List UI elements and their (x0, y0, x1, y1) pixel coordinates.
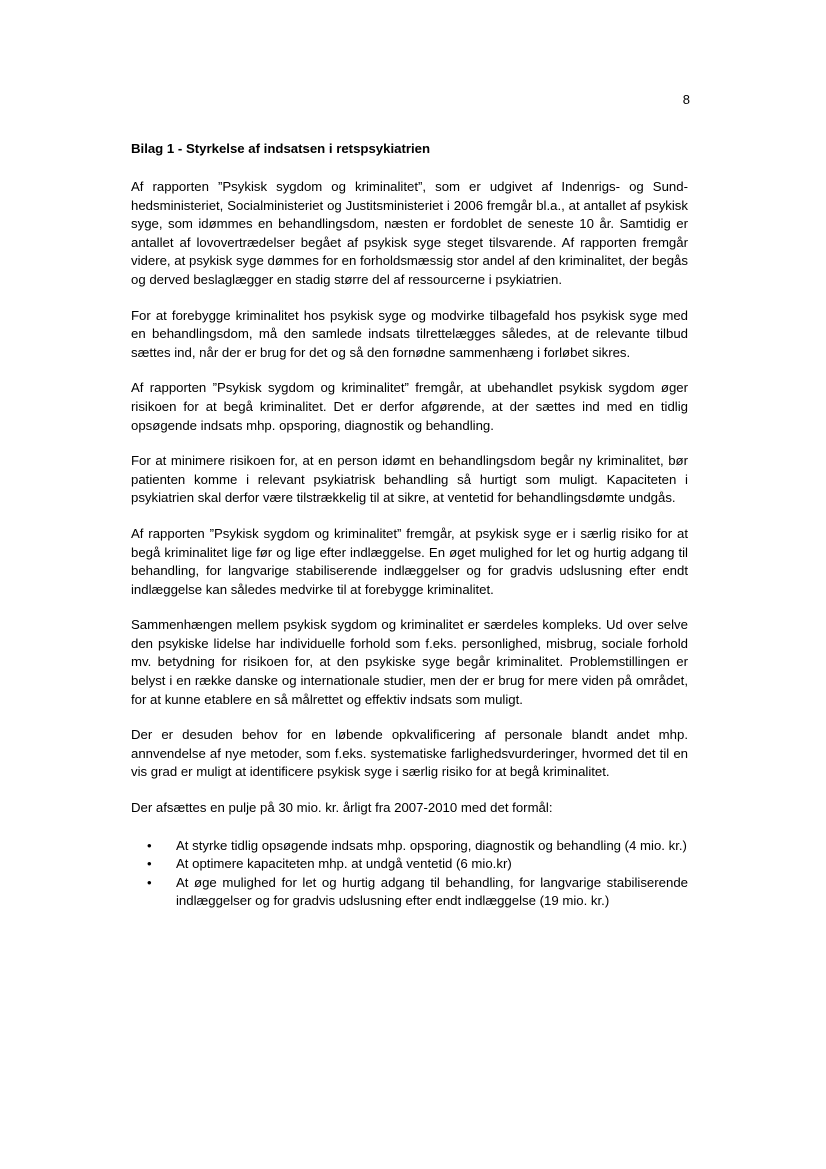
bullet-icon: • (147, 837, 152, 853)
paragraph: For at minimere risikoen for, at en person idømt en behandlingsdom begår ny kriminalitet, bør patienten komme i relevant psykiatrisk behandling så hurtigt som muligt. Kapaciteten i psykiatrien skal derfor være tilstrækkelig til at sikre, at ventetid for behandlingsdømte undgås. (131, 453, 688, 506)
page-number: 8 (682, 92, 690, 107)
list-item-text: At øge mulighed for let og hurtig adgang til behandling, for langvarige stabiliserende indlæggelser og for gradvis udslusning efter endt indlæggelse (19 mio. kr.) (176, 874, 688, 909)
list-item (131, 874, 688, 911)
page-content (131, 140, 688, 911)
paragraph: Sammenhængen mellem psykisk sygdom og kriminalitet er særdeles kompleks. Ud over selve den psykiske lidelse har individuelle forhold som f.eks. personlighed, misbrug, sociale forhold mv. betydning for risikoen for, at den psykiske syge begår kriminalitet. Problemstillingen er belyst i en række danske og internationale studier, men der er brug for mere viden på området, for at kunne etablere en så målrettet og effektiv indsats som muligt. (131, 617, 688, 707)
paragraph: Der er desuden behov for en løbende opkvalificering af personale blandt andet mhp. annvendelse af nye metoder, som f.eks. systematiske farlighedsvurderinger, hvormed det til en vis grad er muligt at identificere psykisk syge i særlig risiko for at begå kriminalitet. (131, 727, 688, 780)
paragraph: For at forebygge kriminalitet hos psykisk syge og modvirke tilbagefald hos psykisk syge med en behandlingsdom, må den samlede indsats tilrettelægges således, at de relevante tilbud sættes ind, når der er brug for det og så den fornødne sammenhæng i forløbet sikres. (131, 307, 688, 360)
bullet-icon: • (147, 874, 152, 890)
list-item-text: At styrke tidlig opsøgende indsats mhp. opsporing, diagnostik og behandling (4 mio. kr.) (176, 837, 687, 853)
bullet-list (131, 837, 688, 911)
list-item (131, 855, 688, 874)
paragraph: Af rapporten ”Psykisk sygdom og kriminalitet” fremgår, at ubehandlet psykisk sygdom øger risikoen for at begå kriminalitet. Det er derfor afgørende, at der sættes ind med en tidlig opsøgende indsats mhp. opsporing, diagnostik og behandling. (131, 380, 688, 433)
bullet-icon: • (147, 856, 152, 872)
paragraph: Af rapporten ”Psykisk sygdom og kriminalitet”, som er udgivet af Indenrigs- og Sundhedsministeriet, Socialministeriet og Justitsministeriet i 2006 fremgår bl.a., at antallet af psykisk syge, som idømmes en behandlingsdom, næsten er fordoblet de seneste 10 år. Samtidig er antallet af lovovertrædelser begået af psykisk syge steget tilsvarende. Af rapporten fremgår videre, at psykisk syge dømmes for en forholdsmæssig stor andel af den kriminalitet, der begås og derved beslaglægger en stadig større del af ressourcerne i psykiatrien. (131, 179, 688, 287)
list-item-text: At optimere kapaciteten mhp. at undgå ventetid (6 mio.kr) (176, 856, 512, 872)
section-heading: Bilag 1 - Styrkelse af indsatsen i retspsykiatrien (131, 141, 431, 156)
list-intro: Der afsættes en pulje på 30 mio. kr. årligt fra 2007-2010 med det formål: (131, 800, 553, 816)
list-item (131, 837, 688, 856)
paragraph: Af rapporten ”Psykisk sygdom og kriminalitet” fremgår, at psykisk syge er i særlig risiko for at begå kriminalitet lige før og lige efter indlæggelse. En øget mulighed for let og hurtig adgang til behandling, for langvarige stabiliserende indlæggelser og for gradvis udslusning efter endt indlæggelse kan således medvirke til at forebygge kriminalitet. (131, 525, 688, 597)
